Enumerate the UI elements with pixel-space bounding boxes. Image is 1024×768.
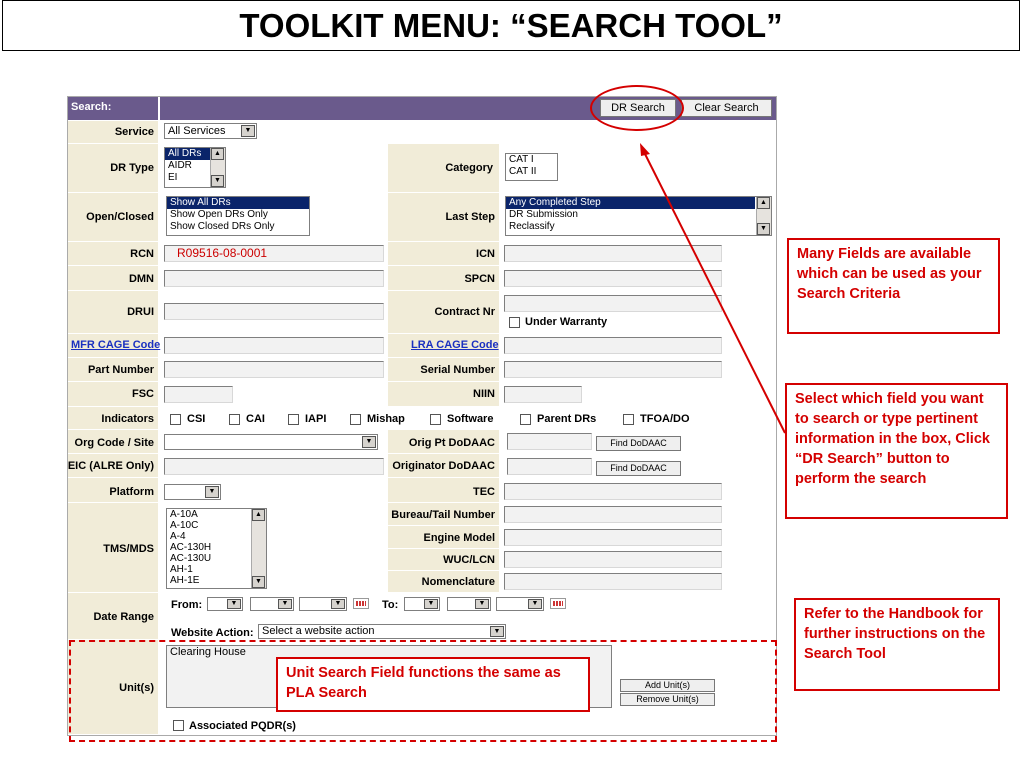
label-orig-pt-dodaac: Orig Pt DoDAAC [408, 437, 495, 449]
last-step-option[interactable]: Reclassify [509, 221, 555, 232]
parent-drs-label: Parent DRs [537, 413, 597, 425]
clear-search-button[interactable]: Clear Search [681, 99, 772, 117]
mishap-label: Mishap [367, 413, 405, 425]
chevron-down-icon[interactable]: ▼ [211, 175, 224, 187]
label-rcn: RCN [130, 248, 154, 260]
website-action-label: Website Action: [171, 627, 254, 639]
label-service: Service [114, 126, 154, 138]
note-select-field: Select which field you want to search or type pertinent information in the box, Click “DR Search” button to perform the search [785, 383, 1008, 519]
dr-search-button[interactable]: DR Search [600, 99, 676, 117]
chevron-down-icon: ▼ [241, 125, 255, 137]
dr-type-option[interactable]: AIDR [168, 160, 192, 171]
label-engine-model: Engine Model [423, 532, 495, 544]
tms-option[interactable]: A-4 [170, 531, 186, 542]
chevron-up-icon[interactable]: ▲ [211, 148, 224, 160]
label-part-number: Part Number [87, 364, 154, 376]
mfr-cage-code-link[interactable]: MFR CAGE Code [71, 339, 161, 351]
chevron-down-icon: ▼ [424, 599, 438, 609]
tfoa-do-label: TFOA/DO [640, 413, 690, 425]
label-date-range: Date Range [93, 611, 154, 623]
remove-units-button[interactable]: Remove Unit(s) [620, 693, 715, 706]
label-category: Category [445, 162, 493, 174]
label-dr-type: DR Type [110, 162, 154, 174]
add-units-button[interactable]: Add Unit(s) [620, 679, 715, 692]
chevron-down-icon[interactable]: ▼ [252, 576, 265, 588]
find-dodaac-button[interactable]: Find DoDAAC [596, 436, 681, 451]
label-wuc-lcn: WUC/LCN [443, 554, 495, 566]
note-handbook: Refer to the Handbook for further instructions on the Search Tool [794, 598, 1000, 691]
label-tms-mds: TMS/MDS [103, 543, 154, 555]
label-org-code: Org Code / Site [74, 437, 154, 449]
chevron-up-icon[interactable]: ▲ [252, 509, 265, 521]
dr-type-option[interactable]: All DRs [165, 148, 225, 160]
website-action-value: Select a website action [262, 625, 375, 637]
label-serial-number: Serial Number [420, 364, 495, 376]
label-niin: NIIN [473, 388, 495, 400]
tms-option[interactable]: AH-1E [170, 575, 200, 586]
label-last-step: Last Step [445, 211, 495, 223]
to-label: To: [382, 599, 399, 611]
open-closed-option[interactable]: Show All DRs [167, 197, 309, 209]
label-bureau-tail: Bureau/Tail Number [391, 509, 495, 521]
tms-option[interactable]: AC-130H [170, 542, 212, 553]
label-drui: DRUI [127, 306, 154, 318]
chevron-down-icon: ▼ [278, 599, 292, 609]
chevron-down-icon: ▼ [227, 599, 241, 609]
tms-option[interactable]: AC-130U [170, 553, 212, 564]
note-unit-search: Unit Search Field functions the same as PLA Search [276, 657, 590, 712]
label-spcn: SPCN [464, 273, 495, 285]
label-contract-nr: Contract Nr [434, 306, 495, 318]
under-warranty-label: Under Warranty [525, 316, 608, 328]
iapi-label: IAPI [305, 413, 327, 425]
label-indicators: Indicators [101, 413, 154, 425]
from-label: From: [171, 599, 203, 611]
find-dodaac-button[interactable]: Find DoDAAC [596, 461, 681, 476]
label-eic: EIC (ALRE Only) [67, 460, 154, 472]
chevron-down-icon: ▼ [331, 599, 345, 609]
open-closed-option[interactable]: Show Open DRs Only [170, 209, 268, 220]
chevron-down-icon: ▼ [205, 486, 219, 498]
software-label: Software [447, 413, 494, 425]
associated-pqdr-label: Associated PQDR(s) [189, 720, 296, 732]
cai-label: CAI [246, 413, 265, 425]
label-platform: Platform [109, 486, 154, 498]
chevron-down-icon: ▼ [490, 626, 504, 637]
label-originator-dodaac: Originator DoDAAC [392, 460, 495, 472]
tms-option[interactable]: AH-1 [170, 564, 193, 575]
label-nomenclature: Nomenclature [421, 576, 495, 588]
label-tec: TEC [473, 486, 495, 498]
open-closed-option[interactable]: Show Closed DRs Only [170, 221, 275, 232]
last-step-option[interactable]: DR Submission [509, 209, 578, 220]
chevron-down-icon[interactable]: ▼ [757, 223, 770, 235]
category-option[interactable]: CAT II [509, 166, 537, 177]
label-open-closed: Open/Closed [86, 211, 154, 223]
label-dmn: DMN [128, 273, 154, 285]
chevron-down-icon: ▼ [362, 436, 376, 448]
tms-option[interactable]: A-10A [170, 509, 198, 520]
chevron-down-icon: ▼ [475, 599, 489, 609]
label-icn: ICN [476, 248, 495, 260]
service-select-value: All Services [168, 125, 226, 137]
chevron-down-icon: ▼ [528, 599, 542, 609]
rcn-input-value: R09516-08-0001 [177, 246, 268, 260]
dr-type-option[interactable]: EI [168, 172, 178, 183]
lra-cage-code-link[interactable]: LRA CAGE Code [411, 339, 499, 351]
label-fsc: FSC [132, 388, 154, 400]
category-option[interactable]: CAT I [509, 154, 534, 165]
last-step-option[interactable]: Any Completed Step [506, 197, 755, 209]
chevron-up-icon[interactable]: ▲ [757, 197, 770, 209]
label-units: Unit(s) [119, 682, 154, 694]
tms-option[interactable]: A-10C [170, 520, 199, 531]
csi-label: CSI [187, 413, 206, 425]
search-header-label: Search: [71, 101, 112, 113]
note-many-fields: Many Fields are available which can be used as your Search Criteria [787, 238, 1000, 334]
units-list-value: Clearing House [170, 646, 246, 658]
slide-title: TOOLKIT MENU: “SEARCH TOOL” [2, 0, 1020, 51]
